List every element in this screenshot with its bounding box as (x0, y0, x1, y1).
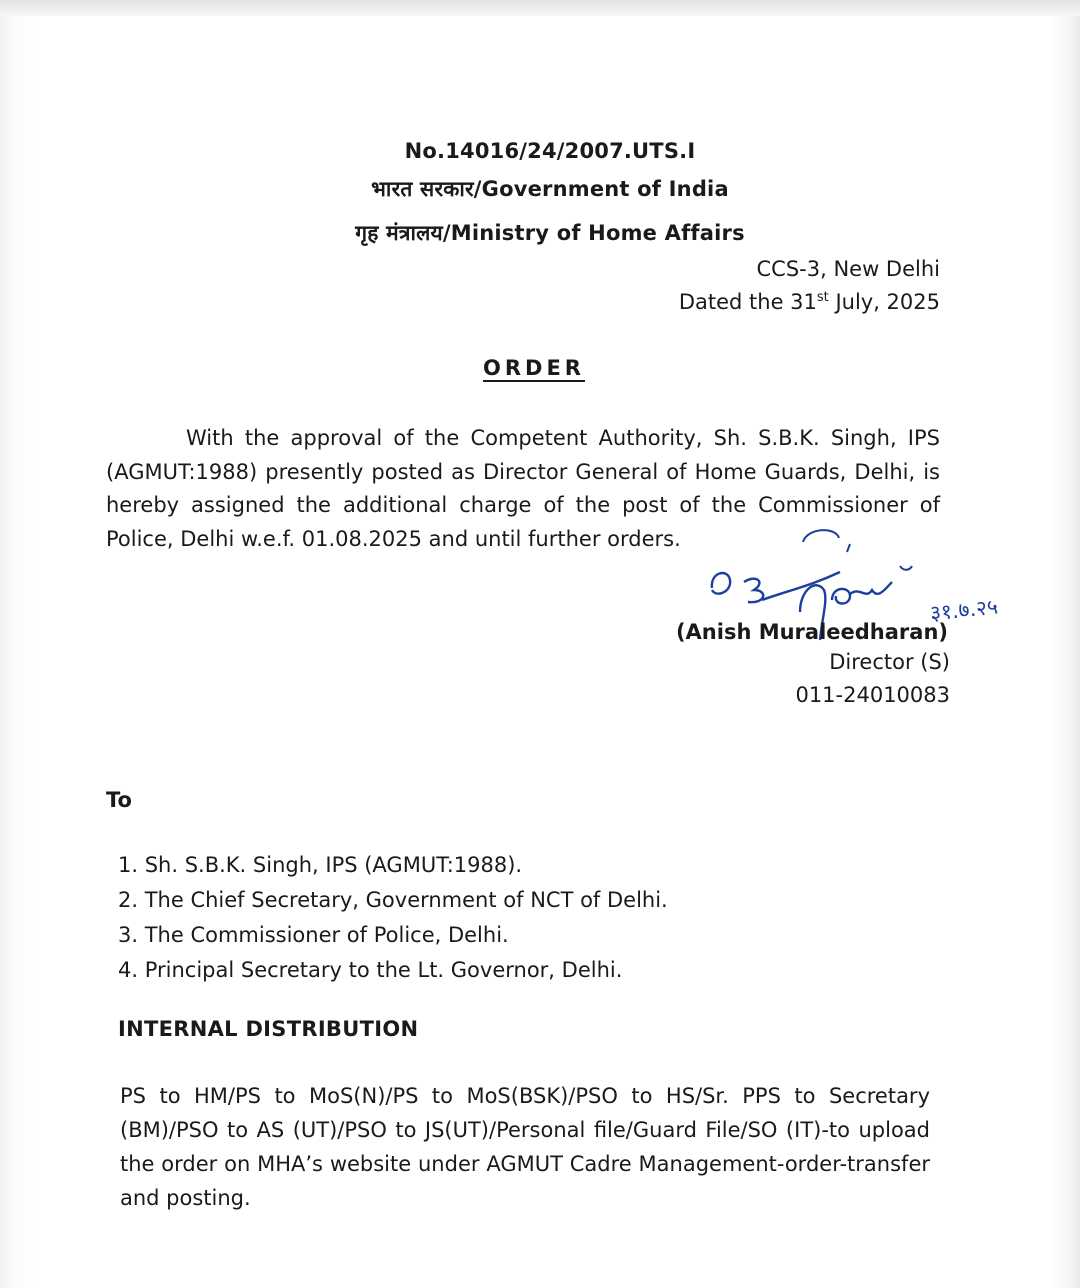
date-superscript: st (816, 290, 829, 305)
signature-date: ३१.७.२५ (928, 594, 1000, 626)
ministry-line: गृह मंत्रालय/Ministry of Home Affairs (355, 221, 745, 245)
recipient-list (118, 848, 668, 988)
recipient-item: 1. Sh. S.B.K. Singh, IPS (AGMUT:1988). (118, 853, 523, 877)
scan-top-edge (0, 0, 1080, 16)
internal-distribution-title: INTERNAL DISTRIBUTION (118, 1017, 419, 1041)
pen-mark (795, 522, 855, 562)
order-title: ORDER (483, 356, 585, 380)
office-location: CCS-3, New Delhi (756, 257, 940, 281)
signatory-designation: Director (S) (829, 650, 950, 674)
signatory-phone: 011-24010083 (795, 683, 950, 707)
file-number: No.14016/24/2007.UTS.I (404, 139, 696, 163)
recipient-item: 2. The Chief Secretary, Government of NCT of Delhi. (118, 888, 668, 912)
government-line: भारत सरकार/Government of India (371, 177, 729, 201)
date-prefix: Dated the 31 (678, 290, 817, 314)
to-label: To (106, 788, 132, 812)
signatory-name: (Anish Muraleedharan) (675, 620, 948, 644)
order-date (679, 290, 940, 314)
order-body: With the approval of the Competent Authority, Sh. S.B.K. Singh, IPS (AGMUT:1988) presently posted as Director General of Home Guards, Delhi, is hereby assigned the additional charge of the post of the Commissioner of Police, Delhi w.e.f. 01.08.2025 and until further orders. (106, 426, 940, 551)
date-suffix: July, 2025 (828, 290, 940, 314)
recipient-item: 3. The Commissioner of Police, Delhi. (118, 923, 509, 947)
recipient-item: 4. Principal Secretary to the Lt. Governor, Delhi. (118, 958, 623, 982)
internal-distribution-text: PS to HM/PS to MoS(N)/PS to MoS(BSK)/PSO to HS/Sr. PPS to Secretary (BM)/PSO to AS (UT)/PSO to JS(UT)/Personal file/Guard File/SO (IT)-to upload the order on MHA’s website under AGMUT Cadre Management-order-transfer and posting. (120, 1084, 930, 1210)
